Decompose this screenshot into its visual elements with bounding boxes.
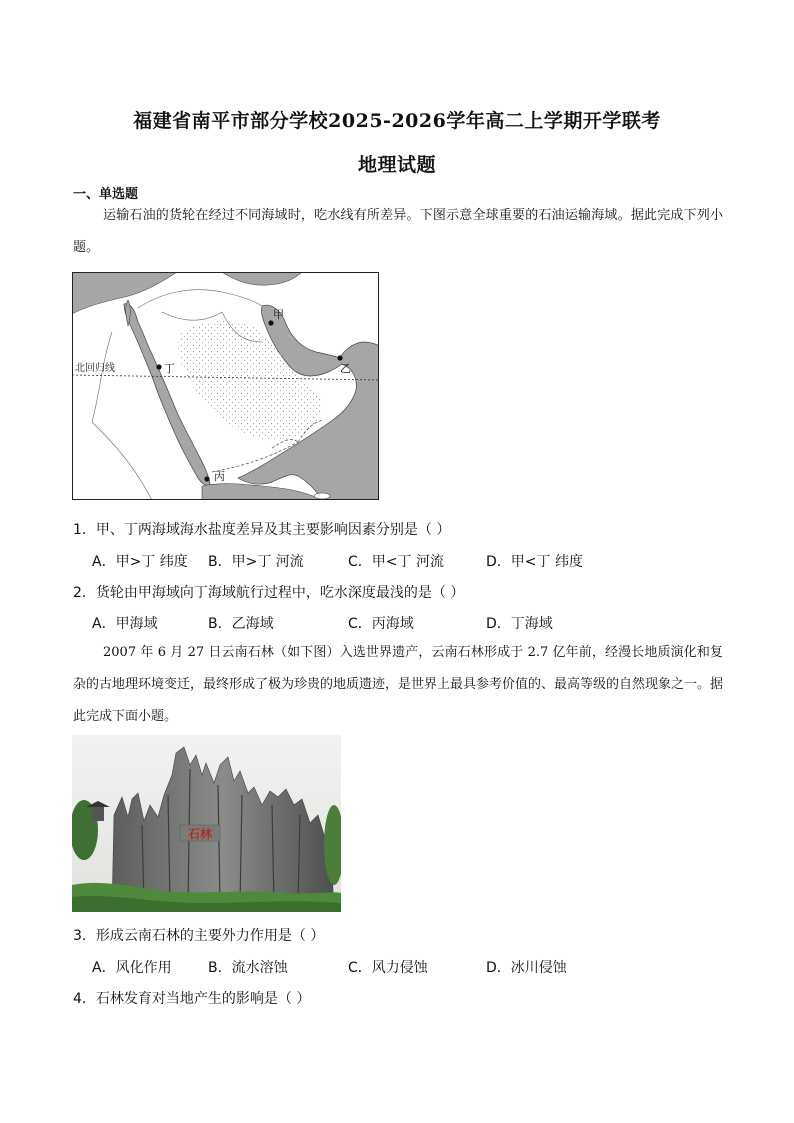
question-3-stem: 3．形成云南石林的主要外力作用是（ ） — [73, 928, 325, 944]
photo-svg — [72, 735, 341, 912]
q1-option-b[interactable]: B．甲>丁 河流 — [208, 554, 304, 570]
q3-option-c[interactable]: C．风力侵蚀 — [348, 960, 428, 976]
oil-route-map — [72, 272, 379, 500]
label-jia: 甲 — [273, 308, 284, 321]
point-yi — [337, 355, 342, 360]
q1-option-d[interactable]: D．甲<丁 纬度 — [486, 554, 583, 570]
socotra-island — [314, 493, 330, 499]
section-heading: 一、单选题 — [73, 187, 139, 202]
q2-option-b[interactable]: B．乙海域 — [208, 616, 274, 632]
point-jia — [268, 320, 273, 325]
label-ding: 丁 — [164, 362, 175, 375]
q2-option-c[interactable]: C．丙海域 — [348, 616, 414, 632]
point-ding — [156, 364, 161, 369]
question-1-stem: 1．甲、丁两海域海水盐度差异及其主要影响因素分别是（ ） — [73, 522, 451, 538]
q1-option-c[interactable]: C．甲<丁 河流 — [348, 554, 444, 570]
q2-option-a[interactable]: A．甲海域 — [92, 616, 158, 632]
label-yi: 乙 — [340, 362, 351, 375]
pavilion-body — [92, 807, 104, 821]
stone-forest-photo — [72, 735, 341, 912]
question-2-stem: 2．货轮由甲海域向丁海域航行过程中，吃水深度最浅的是（ ） — [73, 585, 465, 601]
tropic-label: 北回归线 — [75, 363, 115, 374]
label-bing: 丙 — [214, 470, 225, 483]
page-subtitle: 地理试题 — [357, 154, 436, 176]
question-4-stem: 4．石林发育对当地产生的影响是（ ） — [73, 991, 311, 1007]
passage-1: 运输石油的货轮在经过不同海域时，吃水线有所差异。下图示意全球重要的石油运输海域。据此完成下列小题。 — [73, 208, 723, 255]
q3-option-a[interactable]: A．风化作用 — [92, 960, 172, 976]
point-bing — [204, 476, 209, 481]
page-title: 福建省南平市部分学校2025-2026学年高二上学期开学联考 — [133, 110, 661, 132]
q3-option-b[interactable]: B．流水溶蚀 — [208, 960, 288, 976]
carving-text: 石林 — [187, 827, 213, 841]
q3-option-d[interactable]: D．冰川侵蚀 — [486, 960, 567, 976]
map-svg — [72, 272, 379, 500]
passage-2: 2007 年 6 月 27 日云南石林（如下图）入选世界遗产，云南石林形成于 2.7 亿年前，经漫长地质演化和复杂的古地理环境变迁，最终形成了极为珍贵的地质遗迹，是世界上最具参考价值的、最高等级的自然现象之一。据此完成下面小题。 — [73, 645, 724, 724]
q2-option-d[interactable]: D．丁海域 — [486, 616, 553, 632]
q1-option-a[interactable]: A．甲>丁 纬度 — [92, 554, 188, 570]
